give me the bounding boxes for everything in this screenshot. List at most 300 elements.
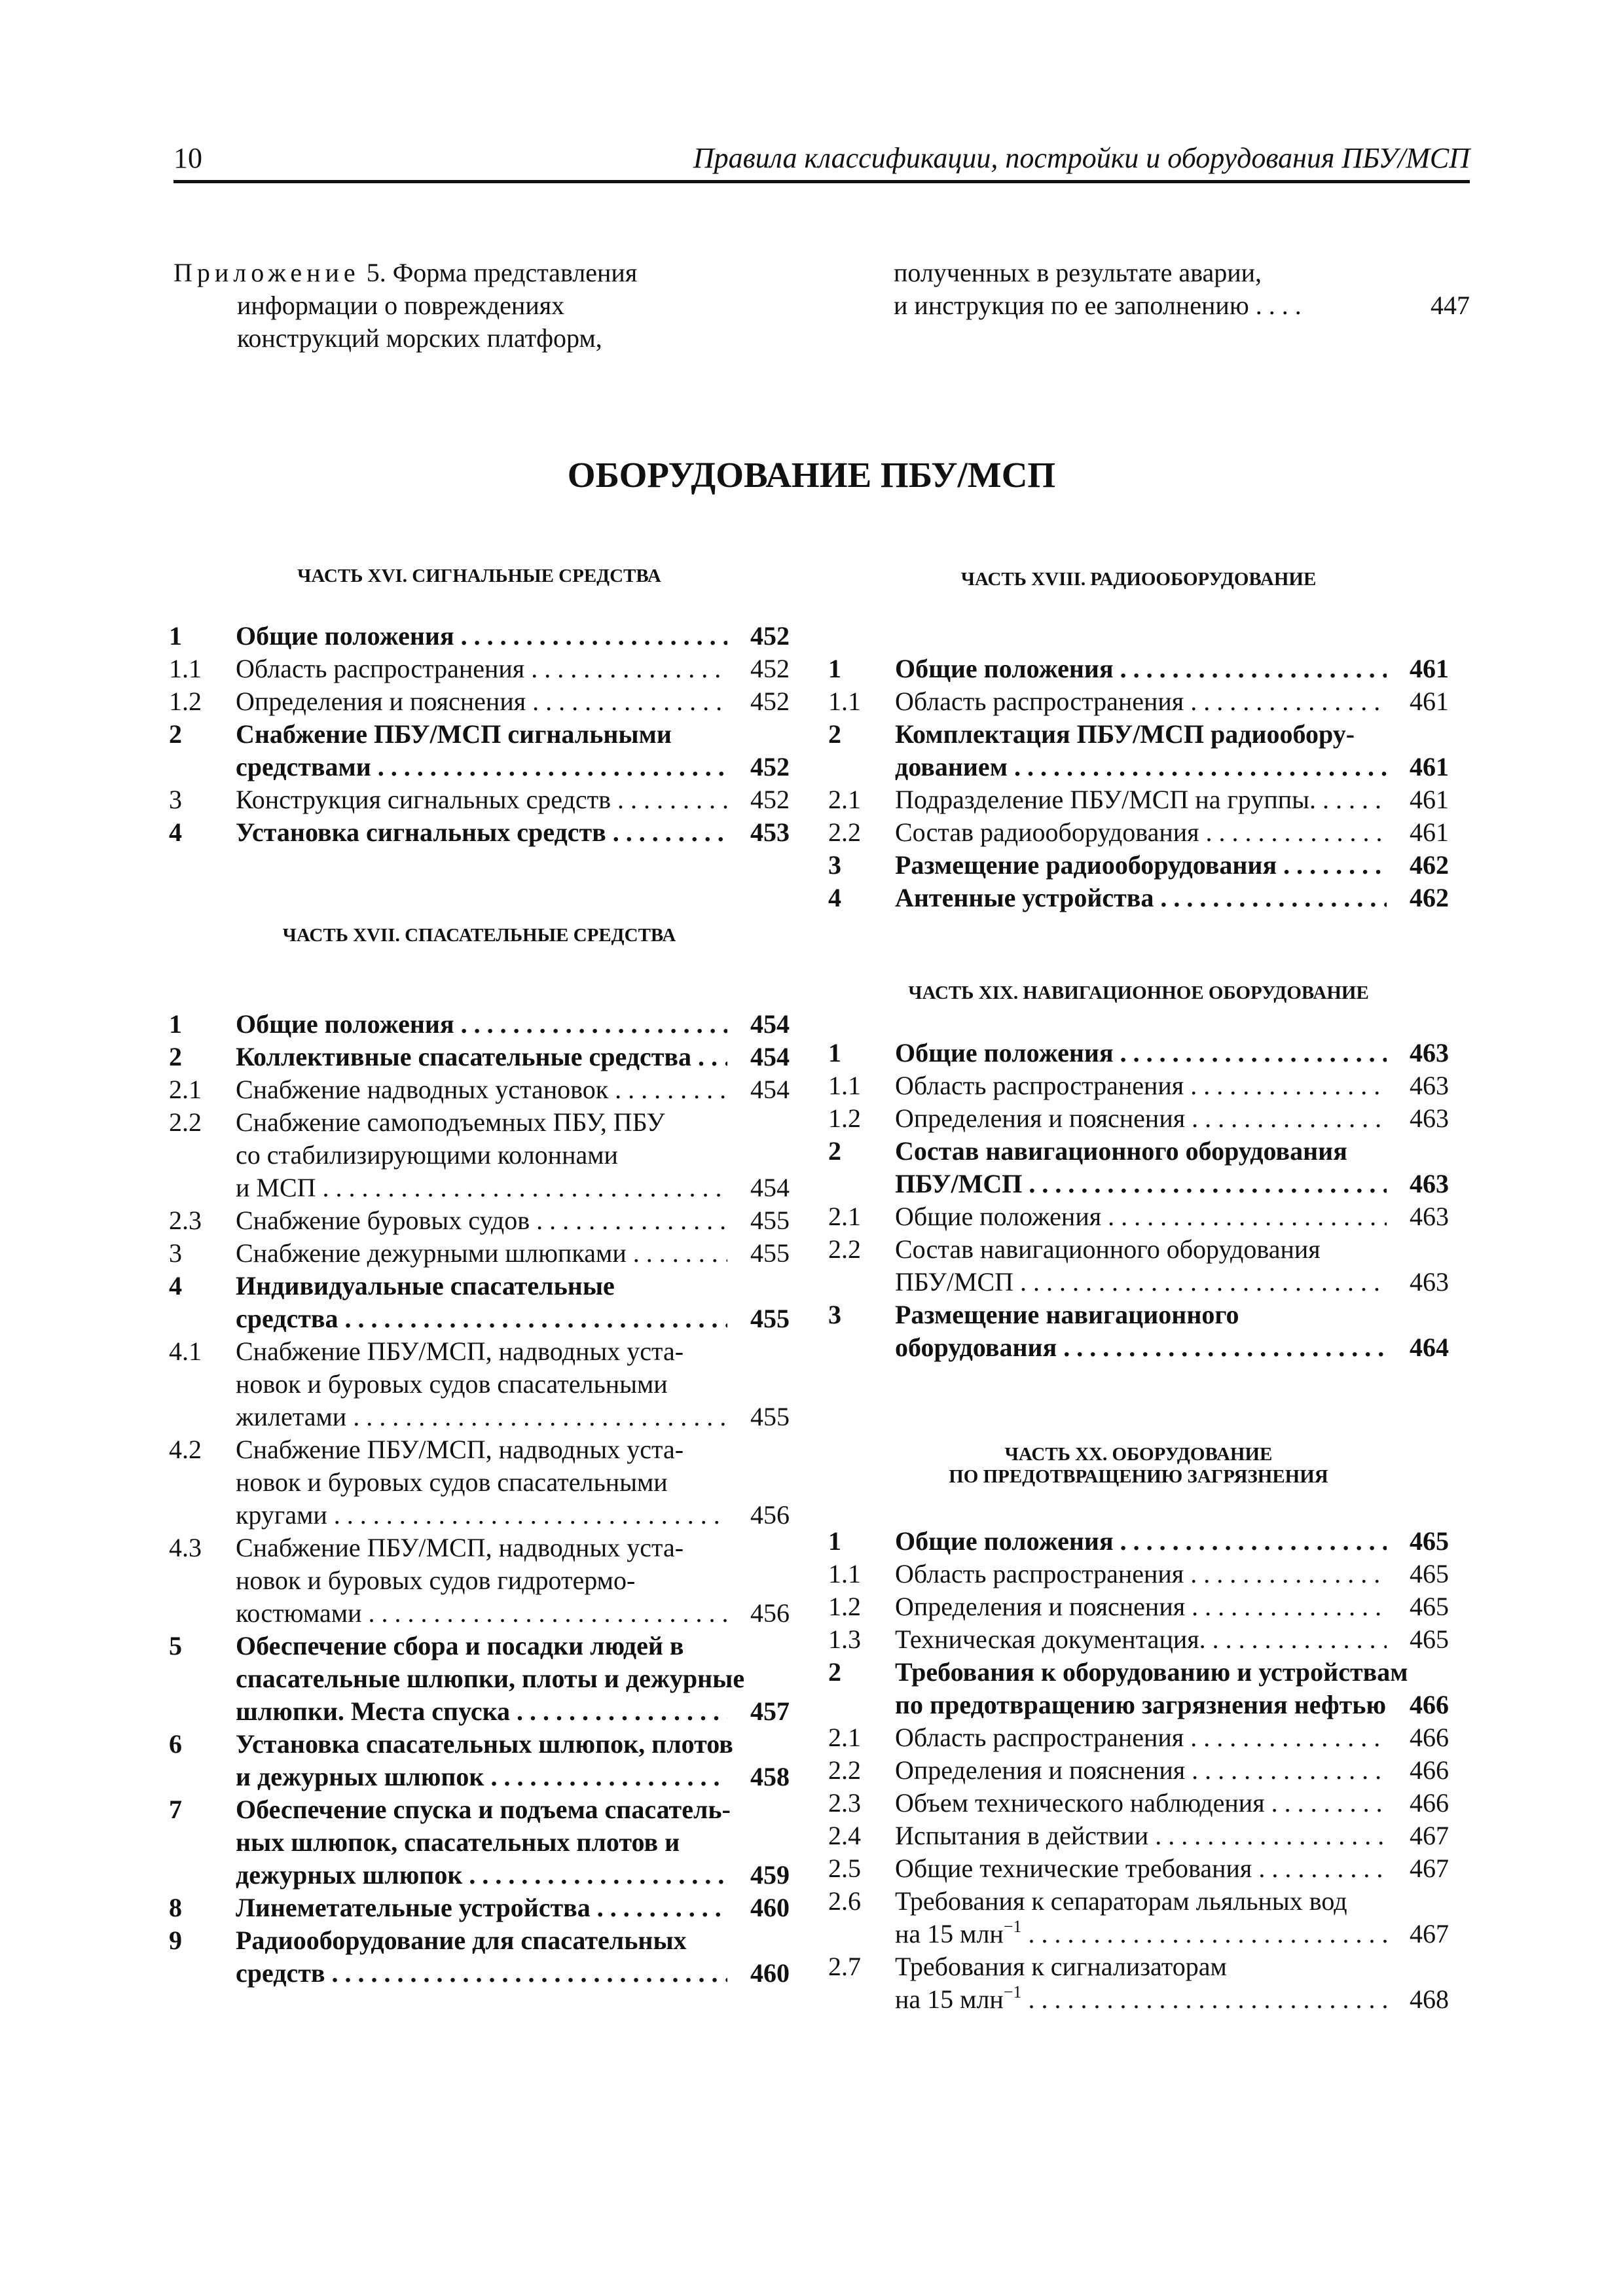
toc-entry-page: 464: [1410, 1331, 1449, 1364]
toc-entry-line: [169, 1139, 790, 1172]
toc-entry-text-value: Снабжение ПБУ/МСП, надводных уста-: [236, 1533, 684, 1562]
toc-entry-text: [236, 1368, 790, 1401]
toc-entry-text: [236, 1335, 790, 1368]
toc-entry-number: 1.2: [169, 687, 202, 716]
toc-entry-page: 461: [1410, 783, 1449, 816]
toc-entry-number: 3: [828, 1300, 841, 1329]
toc-entry-page: 462: [1410, 882, 1449, 914]
toc-entry-page: 461: [1410, 751, 1449, 783]
toc-entry-text: [236, 1859, 727, 1892]
toc-entry-line: [169, 685, 790, 718]
toc-entry-line: [169, 1073, 790, 1106]
toc-entry-line: [828, 1721, 1449, 1754]
toc-entry-text: [895, 1331, 1387, 1364]
toc-entry-line: [828, 1200, 1449, 1233]
toc-entry-text: [236, 1793, 790, 1826]
toc-entry-text: [236, 1761, 727, 1793]
toc-entry-page: 460: [750, 1957, 790, 1990]
toc-entry-page: 465: [1410, 1590, 1449, 1623]
toc-entry-text: [236, 1499, 727, 1532]
toc-entry-line: [169, 1466, 790, 1499]
toc-entry-text-value: Снабжение ПБУ/МСП, надводных уста-: [236, 1336, 684, 1366]
toc-entry-text: [895, 882, 1387, 914]
toc-entry-text-value: жилетами: [236, 1402, 347, 1431]
toc-entry-number: 4.1: [169, 1336, 202, 1366]
toc-entry-text-value: Определения и пояснения: [895, 1755, 1186, 1785]
appendix-line: 5. Форма представления: [366, 258, 638, 287]
toc-entry-text-value: Снабжение самоподъемных ПБУ, ПБУ: [236, 1107, 665, 1137]
toc-entry-text: [236, 1008, 727, 1041]
toc-entry-text-value: Определения и пояснения: [895, 1103, 1186, 1133]
superscript: −1: [1003, 1983, 1022, 2001]
toc-entry-page: 463: [1410, 1266, 1449, 1299]
toc-entry-line: [828, 1102, 1449, 1135]
toc-entry-line: [169, 1728, 790, 1761]
part-heading-line: ЧАСТЬ XX. ОБОРУДОВАНИЕ: [1004, 1444, 1273, 1465]
toc-entry-text: [236, 1466, 790, 1499]
toc-entry-line: [828, 685, 1449, 718]
toc-entry-number: 2.1: [169, 1075, 202, 1104]
toc-entry-text-value: Подразделение ПБУ/МСП на группы.: [895, 785, 1317, 814]
toc-entry-line: [828, 1525, 1449, 1558]
toc-entry-text-value: Область распространения: [236, 654, 525, 683]
toc-entry-page: 468: [1410, 1983, 1449, 2016]
toc-entry-number: 2: [828, 1136, 841, 1166]
toc-entry-page: 452: [750, 620, 790, 653]
toc-entry-text: [895, 1950, 1449, 1983]
toc-entry-line: [828, 1069, 1449, 1102]
toc-entry-number: 1: [169, 1009, 182, 1039]
toc-entry-text: [895, 1983, 1387, 2016]
toc-entry-number: 2.2: [828, 1234, 861, 1264]
toc-entry-text: [236, 1237, 727, 1270]
toc-entry-page: 455: [750, 1401, 790, 1433]
toc-entry-number: 1.2: [828, 1103, 861, 1133]
toc-entry-number: 2.5: [828, 1854, 861, 1883]
appendix-line: конструкций морских платформ,: [237, 323, 602, 353]
toc-entry-line: [828, 1983, 1449, 2016]
appendix-entry-left: [173, 257, 750, 355]
toc-entry-number: 3: [828, 850, 841, 880]
toc-entry-text: [895, 816, 1387, 849]
toc-entry-line: [169, 1433, 790, 1466]
toc-entry-text-value: средствами: [236, 752, 371, 781]
toc-entry-text: [895, 1820, 1387, 1852]
toc-entry-text: [236, 1597, 727, 1630]
toc-entry-page: 460: [750, 1892, 790, 1924]
part-heading: ЧАСТЬ XVIII. РАДИООБОРУДОВАНИЕ: [960, 569, 1317, 590]
toc-entry-page: 461: [1410, 653, 1449, 685]
toc-entry-text-value: Снабжение буровых судов: [236, 1206, 530, 1235]
toc-entry-text: [895, 1787, 1387, 1820]
toc-entry-text: [236, 1924, 790, 1957]
toc-entry-text: [236, 1728, 790, 1761]
toc-entry-text-value: Установка сигнальных средств: [236, 817, 606, 847]
toc-entry-number: 4: [169, 1271, 182, 1300]
toc-entry-page: 458: [750, 1761, 790, 1793]
toc-entry-page: 463: [1410, 1102, 1449, 1135]
toc-entry-line: [828, 1852, 1449, 1885]
toc-entry-text-value: Область распространения: [895, 1723, 1184, 1752]
toc-entry-page: 462: [1410, 849, 1449, 882]
toc-entry-page: 452: [750, 783, 790, 816]
toc-entry-number: 1.1: [828, 1071, 861, 1100]
toc-entry-page: 463: [1410, 1168, 1449, 1200]
toc-entry-number: 2.1: [828, 785, 861, 814]
toc-entry-text: [895, 1200, 1387, 1233]
toc-entry-number: 1: [828, 1038, 841, 1067]
toc-entry-line: [828, 1918, 1449, 1950]
toc-entry-text: [236, 1106, 790, 1139]
toc-entry-text: [895, 1135, 1449, 1168]
toc-entry-number: 2.4: [828, 1821, 861, 1850]
toc-entry-text: [895, 1558, 1387, 1590]
toc-entry-page: 465: [1410, 1558, 1449, 1590]
toc-entry-text-value: средств: [236, 1958, 325, 1988]
toc-entry-text: [236, 653, 727, 685]
toc-entry-number: 2.2: [828, 817, 861, 847]
toc-entry-text: [895, 849, 1387, 882]
toc-entry-page: 463: [1410, 1200, 1449, 1233]
toc-entry-page: 465: [1410, 1525, 1449, 1558]
toc-entry-number: 2: [169, 719, 182, 749]
toc-entry-page: 461: [1410, 816, 1449, 849]
toc-entry-text-value: Комплектация ПБУ/МСП радиообору-: [895, 719, 1355, 749]
toc-entry-number: 2.2: [828, 1755, 861, 1785]
toc-entry-line: [828, 1590, 1449, 1623]
toc-entry-line: [828, 1037, 1449, 1069]
toc-entry-page: 467: [1410, 1820, 1449, 1852]
toc-entry-text: [895, 1266, 1387, 1299]
toc-entry-line: [828, 1656, 1449, 1689]
toc-entry-page: 459: [750, 1859, 790, 1892]
toc-entry-page: 467: [1410, 1918, 1449, 1950]
toc-entry-line: [828, 882, 1449, 914]
toc-entry-number: 1.1: [828, 1559, 861, 1588]
toc-entry-text: [236, 1433, 790, 1466]
toc-entry-line: [828, 1820, 1449, 1852]
toc-entry-text-value: Снабжение ПБУ/МСП, надводных уста-: [236, 1435, 684, 1464]
toc-entry-line: [169, 1204, 790, 1237]
toc-entry-line: [169, 1859, 790, 1892]
toc-entry-line: [828, 1135, 1449, 1168]
toc-entry-number: 1: [828, 654, 841, 683]
toc-part-19: [828, 1037, 1449, 1364]
toc-entry-text-value: Общие положения: [895, 1202, 1102, 1231]
toc-entry-page: 452: [750, 685, 790, 718]
toc-entry-text-value: шлюпки. Места спуска: [236, 1696, 511, 1726]
toc-entry-text: [895, 1168, 1387, 1200]
toc-entry-line: [828, 1558, 1449, 1590]
toc-entry-line: [169, 1401, 790, 1433]
toc-entry-text-value: Техническая документация.: [895, 1624, 1206, 1654]
toc-entry-line: [828, 1754, 1449, 1787]
toc-entry-number: 4: [169, 817, 182, 847]
toc-entry-number: 1.1: [169, 654, 202, 683]
toc-entry-number: 1: [828, 1526, 841, 1556]
section-title: ОБОРУДОВАНИЕ ПБУ/МСП: [567, 455, 1056, 495]
toc-entry-text-value: Область распространения: [895, 1559, 1184, 1588]
toc-entry-text-value: Требования к сепараторам льяльных вод: [895, 1886, 1347, 1916]
appendix-label: Приложение: [173, 258, 360, 287]
toc-entry-number: 3: [169, 785, 182, 814]
toc-entry-line: [169, 816, 790, 849]
toc-entry-text-value: дованием: [895, 752, 1008, 781]
toc-entry-text: [895, 1885, 1449, 1918]
toc-entry-text-value: Индивидуальные спасательные: [236, 1271, 615, 1300]
toc-entry-text: [895, 1590, 1387, 1623]
toc-entry-number: 2.6: [828, 1886, 861, 1916]
toc-entry-page: 463: [1410, 1069, 1449, 1102]
toc-entry-page: 465: [1410, 1623, 1449, 1656]
toc-entry-text-value: Общие технические требования: [895, 1854, 1252, 1883]
toc-entry-number: 4.2: [169, 1435, 202, 1464]
toc-entry-number: 2: [828, 1657, 841, 1687]
toc-entry-line: [169, 1270, 790, 1302]
toc-entry-line: [828, 1950, 1449, 1983]
toc-entry-line: [169, 1564, 790, 1597]
part-heading-line: ПО ПРЕДОТВРАЩЕНИЮ ЗАГРЯЗНЕНИЯ: [949, 1466, 1328, 1487]
toc-entry-page: 455: [750, 1204, 790, 1237]
toc-entry-text: [236, 1302, 727, 1335]
toc-entry-line: [169, 718, 790, 751]
toc-entry-line: [169, 1302, 790, 1335]
toc-entry-text-value: Размещение радиооборудования: [895, 850, 1277, 880]
toc-entry-text: [236, 1532, 790, 1564]
toc-entry-text-value: на 15 млн: [895, 1919, 1004, 1948]
toc-entry-text-value: дежурных шлюпок: [236, 1860, 463, 1890]
toc-entry-number: 1.2: [828, 1592, 861, 1621]
toc-entry-text-value: костюмами: [236, 1598, 362, 1628]
toc-entry-text: [895, 718, 1449, 751]
toc-entry-text-value: средства: [236, 1304, 338, 1333]
toc-entry-text-value: Радиооборудование для спасательных: [236, 1926, 687, 1955]
toc-entry-text: [236, 1270, 790, 1302]
toc-entry-text: [895, 783, 1387, 816]
toc-entry-line: [169, 1597, 790, 1630]
toc-entry-number: 7: [169, 1795, 182, 1824]
toc-entry-text-value: Общие положения: [895, 654, 1114, 683]
toc-entry-text-value: Испытания в действии: [895, 1821, 1149, 1850]
toc-entry-text: [236, 1695, 727, 1728]
toc-entry-text-value: Коллективные спасательные средства: [236, 1042, 691, 1071]
toc-entry-text-value: Состав навигационного оборудования: [895, 1136, 1347, 1166]
toc-entry-line: [828, 1299, 1449, 1331]
toc-entry-text: [895, 1299, 1449, 1331]
toc-entry-line: [169, 1237, 790, 1270]
toc-entry-page: 463: [1410, 1037, 1449, 1069]
toc-entry-number: 2: [169, 1042, 182, 1071]
toc-part-18: [828, 653, 1449, 914]
toc-entry-page: 455: [750, 1302, 790, 1335]
toc-entry-text-value: по предотвращению загрязнения нефтью: [895, 1690, 1387, 1719]
toc-entry-line: [828, 1331, 1449, 1364]
toc-entry-page: 454: [750, 1041, 790, 1073]
toc-entry-text: [895, 653, 1387, 685]
toc-entry-text: [895, 1918, 1387, 1950]
toc-entry-text-value: спасательные шлюпки, плоты и дежурные: [236, 1664, 745, 1693]
toc-entry-text: [236, 1957, 727, 1990]
toc-entry-page: 466: [1410, 1721, 1449, 1754]
toc-entry-text: [236, 1204, 727, 1237]
toc-entry-text: [236, 816, 727, 849]
toc-entry-text-value: Общие положения: [236, 621, 454, 651]
toc-entry-line: [169, 1695, 790, 1728]
toc-entry-line: [169, 1335, 790, 1368]
toc-entry-number: 1.1: [828, 687, 861, 716]
toc-entry-text-value: Общие положения: [236, 1009, 454, 1039]
toc-entry-text-value: Общие положения: [895, 1038, 1114, 1067]
toc-entry-page: 452: [750, 653, 790, 685]
toc-entry-text: [236, 1630, 790, 1662]
toc-entry-text-value: Конструкция сигнальных средств: [236, 785, 611, 814]
toc-entry-text-value: Установка спасательных шлюпок, плотов: [236, 1729, 733, 1759]
toc-entry-line: [828, 1885, 1449, 1918]
toc-entry-line: [169, 1630, 790, 1662]
toc-entry-text-value: Требования к сигнализаторам: [895, 1952, 1227, 1981]
toc-entry-number: 2.1: [828, 1202, 861, 1231]
toc-entry-line: [169, 751, 790, 783]
toc-entry-text: [895, 751, 1387, 783]
toc-entry-text: [895, 1069, 1387, 1102]
toc-entry-line: [169, 1008, 790, 1041]
toc-entry-page: 452: [750, 751, 790, 783]
toc-entry-text-value: Область распространения: [895, 687, 1184, 716]
toc-entry-line: [828, 1623, 1449, 1656]
toc-entry-line: [169, 1368, 790, 1401]
running-title: Правила классификации, постройки и оборудования ПБУ/МСП: [693, 142, 1470, 174]
appendix-line: полученных в результате аварии,: [894, 258, 1262, 287]
toc-entry-text-value: Снабжение дежурными шлюпками: [236, 1238, 627, 1268]
toc-entry-text-value: Состав радиооборудования: [895, 817, 1199, 847]
toc-entry-text: [236, 685, 727, 718]
toc-entry-line: [828, 783, 1449, 816]
toc-entry-number: 2.1: [828, 1723, 861, 1752]
toc-entry-page: 466: [1410, 1689, 1449, 1721]
toc-entry-text: [236, 620, 727, 653]
page-number: 10: [173, 142, 202, 174]
toc-entry-text: [236, 1041, 727, 1073]
toc-entry-page: 457: [750, 1695, 790, 1728]
toc-entry-text-value: Определения и пояснения: [236, 687, 526, 716]
toc-entry-number: 2.3: [169, 1206, 202, 1235]
toc-entry-text-value: кругами: [236, 1500, 327, 1530]
toc-entry-line: [828, 653, 1449, 685]
toc-entry-text: [895, 1525, 1387, 1558]
toc-entry-page: 453: [750, 816, 790, 849]
toc-entry-number: 1.3: [828, 1624, 861, 1654]
toc-entry-text-value: новок и буровых судов гидротермо-: [236, 1566, 636, 1595]
toc-entry-text-value: Размещение навигационного: [895, 1300, 1239, 1329]
part-heading: [828, 1443, 1449, 1488]
part-heading: ЧАСТЬ XVII. СПАСАТЕЛЬНЫЕ СРЕДСТВА: [282, 925, 676, 946]
toc-entry-page: 461: [1410, 685, 1449, 718]
toc-entry-number: 2: [828, 719, 841, 749]
toc-entry-text: [236, 1826, 790, 1859]
toc-entry-text: [895, 1623, 1387, 1656]
toc-entry-line: [828, 751, 1449, 783]
toc-entry-text: [895, 1689, 1387, 1721]
toc-entry-text-value: Антенные устройства: [895, 883, 1154, 912]
toc-entry-line: [828, 1168, 1449, 1200]
toc-entry-text: [895, 685, 1387, 718]
toc-entry-text: [236, 718, 790, 751]
toc-entry-text-value: Общие положения: [895, 1526, 1114, 1556]
toc-entry-text: [236, 1139, 790, 1172]
toc-entry-page: 454: [750, 1008, 790, 1041]
toc-entry-number: 2.2: [169, 1107, 202, 1137]
toc-entry-number: 8: [169, 1893, 182, 1922]
toc-entry-page: 454: [750, 1073, 790, 1106]
toc-entry-line: [169, 1172, 790, 1204]
toc-entry-text: [895, 1233, 1449, 1266]
toc-entry-number: 3: [169, 1238, 182, 1268]
toc-entry-text: [236, 1564, 790, 1597]
toc-entry-line: [169, 1924, 790, 1957]
toc-entry-line: [169, 1499, 790, 1532]
toc-entry-text: [236, 783, 727, 816]
toc-entry-page: 466: [1410, 1754, 1449, 1787]
toc-entry-line: [169, 1793, 790, 1826]
toc-entry-number: 1: [169, 621, 182, 651]
toc-part-16: [169, 620, 790, 849]
toc-entry-text: [895, 1754, 1387, 1787]
toc-entry-text-value: и МСП: [236, 1173, 316, 1202]
toc-entry-number: 4: [828, 883, 841, 912]
toc-part-17: [169, 1008, 790, 1990]
appendix-line: информации о повреждениях: [237, 291, 565, 320]
toc-entry-text: [895, 1656, 1449, 1689]
toc-entry-page: 467: [1410, 1852, 1449, 1885]
toc-entry-text-value: ных шлюпок, спасательных плотов и: [236, 1827, 680, 1857]
toc-entry-text-value: Определения и пояснения: [895, 1592, 1186, 1621]
toc-entry-text-value: Обеспечение сбора и посадки людей в: [236, 1631, 684, 1660]
toc-entry-text-value: на 15 млн: [895, 1984, 1004, 2014]
toc-entry-text: [236, 1172, 727, 1204]
toc-entry-text-value: со стабилизирующими колоннами: [236, 1140, 618, 1170]
toc-entry-page: 466: [1410, 1787, 1449, 1820]
toc-entry-line: [828, 1233, 1449, 1266]
toc-entry-text-value: оборудования: [895, 1333, 1057, 1362]
toc-entry-line: [169, 620, 790, 653]
toc-entry-line: [828, 1689, 1449, 1721]
appendix-page: 447: [1431, 291, 1470, 320]
appendix-entry-right: полученных в результате аварии, и инструкция по ее заполнению . . . . 447: [894, 257, 1470, 322]
toc-entry-number: 6: [169, 1729, 182, 1759]
toc-entry-page: 454: [750, 1172, 790, 1204]
toc-entry-line: [169, 1957, 790, 1990]
toc-entry-line: [828, 849, 1449, 882]
toc-entry-text-value: Линеметательные устройства: [236, 1893, 591, 1922]
toc-part-20: [828, 1525, 1449, 2016]
toc-entry-number: 9: [169, 1926, 182, 1955]
toc-entry-number: 5: [169, 1631, 182, 1660]
toc-entry-line: [169, 1761, 790, 1793]
toc-entry-line: [828, 1787, 1449, 1820]
toc-entry-line: [169, 1532, 790, 1564]
toc-entry-line: [169, 1826, 790, 1859]
toc-entry-line: [169, 1662, 790, 1695]
toc-entry-text-value: Состав навигационного оборудования: [895, 1234, 1321, 1264]
toc-entry-line: [169, 1041, 790, 1073]
toc-entry-number: 2.7: [828, 1952, 861, 1981]
toc-entry-text-value: Объем технического наблюдения: [895, 1788, 1265, 1818]
toc-entry-line: [169, 1106, 790, 1139]
toc-entry-line: [169, 783, 790, 816]
toc-entry-line: [828, 1266, 1449, 1299]
toc-entry-text: [236, 1892, 727, 1924]
toc-entry-text-value: Снабжение ПБУ/МСП сигнальными: [236, 719, 672, 749]
